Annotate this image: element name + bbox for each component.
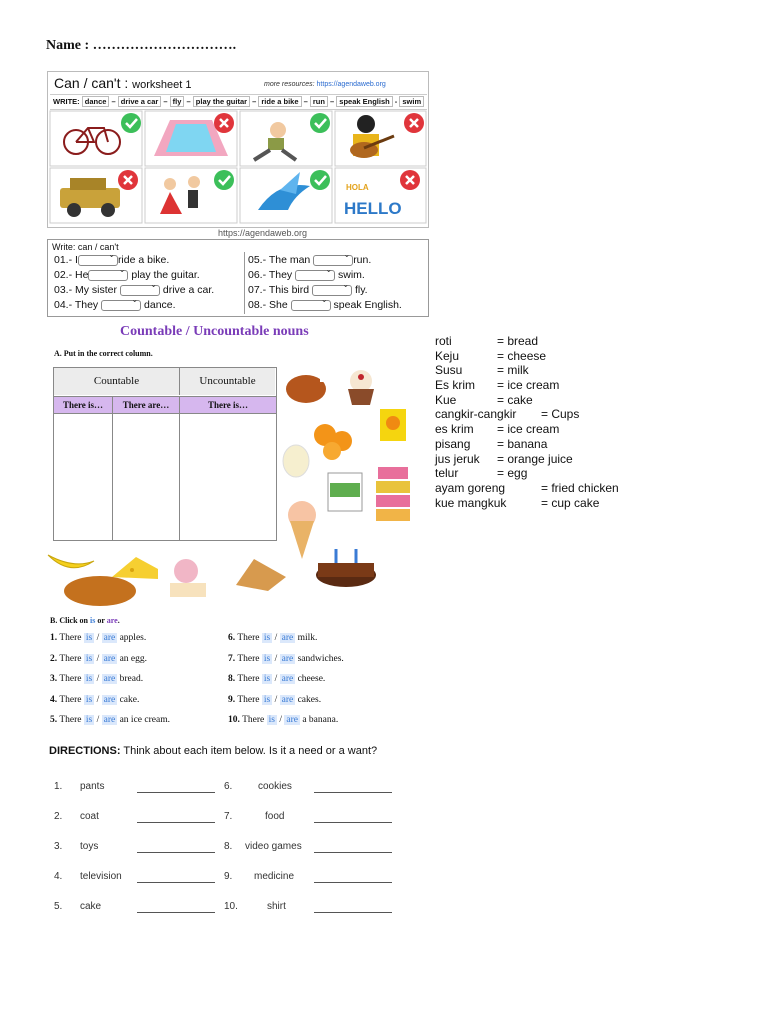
check-icon bbox=[310, 170, 330, 190]
birthday-cake-picture[interactable] bbox=[316, 549, 376, 587]
is-option[interactable]: is bbox=[268, 715, 275, 725]
guitar-player-picture bbox=[350, 115, 394, 158]
answer-line[interactable] bbox=[137, 882, 215, 883]
answer-line[interactable] bbox=[314, 852, 392, 853]
food-pictures bbox=[40, 365, 425, 615]
is-are-row: 1. There is / are apples. bbox=[50, 633, 147, 643]
sandwich-picture[interactable] bbox=[236, 559, 286, 591]
section-b-heading: B. Click on is or are. bbox=[50, 616, 120, 625]
egg-picture[interactable] bbox=[283, 445, 309, 477]
need-want-item: 1. pants bbox=[54, 781, 105, 792]
answer-line[interactable] bbox=[137, 822, 215, 823]
banana-picture[interactable] bbox=[48, 555, 94, 568]
svg-text:HELLO: HELLO bbox=[344, 199, 402, 218]
oranges-picture[interactable] bbox=[314, 424, 352, 460]
exercise-row: 08.- She ⌄ speak English. bbox=[248, 299, 402, 311]
directions-heading: DIRECTIONS: Think about each item below. Is it a need or a want? bbox=[49, 745, 378, 757]
worksheet-footer: https://agendaweb.org bbox=[218, 228, 308, 238]
exercise-row: 07.- This bird ⌄ fly. bbox=[248, 284, 368, 296]
picture-grid bbox=[48, 110, 428, 226]
answer-line[interactable] bbox=[314, 822, 392, 823]
exercise-heading: Write: can / can't bbox=[52, 242, 119, 252]
is-are-row: 5. There is / are an ice cream. bbox=[50, 715, 170, 725]
need-want-item: 7. food bbox=[224, 811, 285, 822]
is-are-row: 2. There is / are an egg. bbox=[50, 654, 148, 664]
running-man-picture bbox=[254, 122, 296, 160]
is-option[interactable]: is bbox=[263, 695, 271, 705]
dancers-picture bbox=[160, 176, 200, 214]
there-is-header: There is… bbox=[54, 396, 113, 414]
answer-dropdown[interactable] bbox=[291, 300, 331, 311]
ice-cream-picture[interactable] bbox=[288, 501, 316, 559]
resources-link[interactable]: more resources: https://agendaweb.org bbox=[264, 81, 386, 88]
answer-line[interactable] bbox=[137, 912, 215, 913]
check-icon bbox=[121, 113, 141, 133]
is-option[interactable]: is bbox=[85, 674, 93, 684]
name-line: Name : …………………………. bbox=[46, 38, 237, 53]
need-want-item: 8. video games bbox=[224, 841, 302, 852]
cross-icon bbox=[118, 170, 138, 190]
need-want-item: 2. coat bbox=[54, 811, 99, 822]
exercise-row: 02.- He⌄ play the guitar. bbox=[54, 269, 200, 281]
need-want-item: 4. television bbox=[54, 871, 122, 882]
need-want-item: 5. cake bbox=[54, 901, 102, 912]
exercise-row: 06.- They ⌄ swim. bbox=[248, 269, 365, 281]
word-bank: WRITE: dance – drive a car – fly – play the guitar – ride a bike – run – speak English - swim bbox=[50, 94, 427, 110]
bread-picture[interactable] bbox=[64, 576, 136, 606]
answer-line[interactable] bbox=[137, 852, 215, 853]
cross-icon bbox=[214, 113, 234, 133]
sundae-picture[interactable] bbox=[170, 559, 206, 597]
answer-dropdown[interactable] bbox=[101, 300, 141, 311]
worksheet-title: Can / can't : worksheet 1 bbox=[54, 75, 192, 91]
answer-dropdown[interactable] bbox=[88, 270, 128, 281]
answer-dropdown[interactable] bbox=[78, 255, 118, 266]
there-is-uncountable-header: There is… bbox=[180, 396, 276, 414]
need-want-item: 9. medicine bbox=[224, 871, 295, 882]
are-option[interactable]: are bbox=[103, 715, 116, 725]
is-option[interactable]: is bbox=[263, 654, 271, 664]
exercise-row: 03.- My sister ⌄ drive a car. bbox=[54, 284, 214, 296]
car-picture bbox=[60, 178, 120, 217]
are-option[interactable]: are bbox=[281, 654, 294, 664]
cupcake-picture[interactable] bbox=[348, 370, 374, 405]
are-option[interactable]: are bbox=[281, 674, 294, 684]
answer-dropdown[interactable] bbox=[120, 285, 160, 296]
uncountable-header: Uncountable bbox=[180, 368, 275, 395]
are-option[interactable]: are bbox=[281, 633, 294, 643]
there-are-header: There are… bbox=[113, 396, 180, 414]
orange-juice-picture[interactable] bbox=[380, 409, 406, 441]
cups-picture[interactable] bbox=[376, 467, 410, 521]
are-option[interactable]: are bbox=[286, 715, 298, 725]
is-are-row: 4. There is / are cake. bbox=[50, 695, 140, 705]
is-are-row: 3. There is / are bread. bbox=[50, 674, 144, 684]
is-option[interactable]: is bbox=[85, 715, 93, 725]
answer-dropdown[interactable] bbox=[295, 270, 335, 281]
is-are-row: 9. There is / are cakes. bbox=[228, 695, 322, 705]
answer-line[interactable] bbox=[314, 912, 392, 913]
answer-dropdown[interactable] bbox=[312, 285, 352, 296]
bird-picture bbox=[258, 172, 310, 210]
cross-icon bbox=[400, 170, 420, 190]
is-are-row: 10. There is / are a banana. bbox=[228, 715, 339, 725]
need-want-item: 10. shirt bbox=[224, 901, 286, 912]
cross-icon bbox=[404, 113, 424, 133]
chicken-picture[interactable] bbox=[286, 375, 330, 403]
svg-text:HOLA: HOLA bbox=[346, 183, 369, 192]
exercise-row: 01.- I⌄ ride a bike. bbox=[54, 254, 169, 266]
exercise-row: 04.- They ⌄ dance. bbox=[54, 299, 176, 311]
countable-instruction: A. Put in the correct column. bbox=[54, 349, 153, 358]
exercise-row: 05.- The man ⌄ run. bbox=[248, 254, 371, 266]
countable-title: Countable / Uncountable nouns bbox=[120, 324, 309, 339]
answer-dropdown[interactable] bbox=[313, 255, 353, 266]
bike-picture bbox=[64, 128, 120, 154]
is-are-row: 8. There is / are cheese. bbox=[228, 674, 326, 684]
milk-picture[interactable] bbox=[328, 473, 362, 511]
check-icon bbox=[214, 170, 234, 190]
is-are-row: 6. There is / are milk. bbox=[228, 633, 318, 643]
answer-line[interactable] bbox=[314, 882, 392, 883]
are-option[interactable]: are bbox=[103, 633, 116, 643]
is-option[interactable]: is bbox=[85, 654, 93, 664]
are-option[interactable]: are bbox=[281, 695, 294, 705]
is-option[interactable]: is bbox=[85, 633, 93, 643]
answer-line[interactable] bbox=[137, 792, 215, 793]
is-are-row: 7. There is / are sandwiches. bbox=[228, 654, 344, 664]
is-option[interactable]: is bbox=[263, 633, 271, 643]
cheese-picture[interactable] bbox=[112, 557, 158, 579]
countable-header: Countable bbox=[54, 368, 180, 395]
are-option[interactable]: are bbox=[103, 695, 116, 705]
can-cant-exercise bbox=[47, 239, 429, 317]
is-option[interactable]: is bbox=[263, 674, 271, 684]
check-icon bbox=[310, 113, 330, 133]
need-want-item: 6. cookies bbox=[224, 781, 292, 792]
answer-line[interactable] bbox=[314, 792, 392, 793]
need-want-item: 3. toys bbox=[54, 841, 99, 852]
worksheet-can-cant bbox=[47, 71, 429, 228]
is-option[interactable]: is bbox=[85, 695, 93, 705]
hello-picture bbox=[344, 183, 402, 218]
are-option[interactable]: are bbox=[103, 674, 116, 684]
are-option[interactable]: are bbox=[103, 654, 116, 664]
